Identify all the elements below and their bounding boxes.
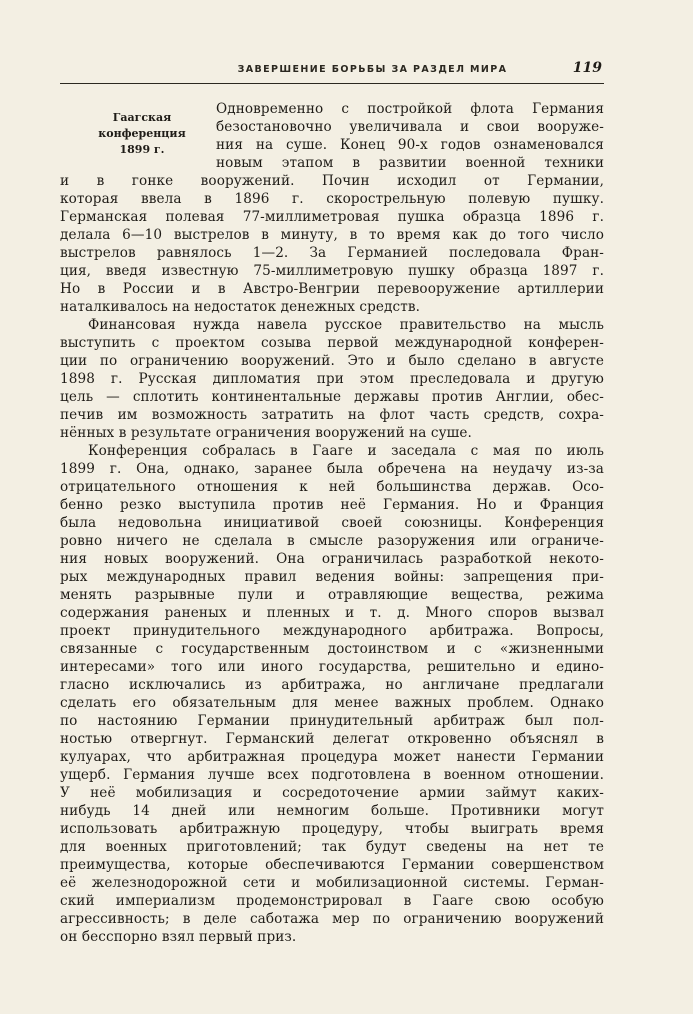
text-line: Финансовая нужда навела русское правительство на мысль xyxy=(88,317,604,333)
text-line: бенно резко выступила против неё Германия. Но и Франция xyxy=(60,497,604,513)
text-line: печив им возможность затратить на флот часть средств, сохра- xyxy=(60,407,604,423)
text-line: он бесспорно взял первый приз. xyxy=(60,929,297,945)
text-line: 1898 г. Русская дипломатия при этом преследовала и другую xyxy=(60,371,604,387)
header-rule xyxy=(60,83,604,84)
text-line: менять разрывные пули и отравляющие вещества, режима xyxy=(60,587,604,603)
text-line: цель — сплотить континентальные державы против Англии, обес- xyxy=(60,389,604,405)
margin-note-line: конференция xyxy=(98,127,186,140)
text-line: Одновременно с постройкой флота Германия xyxy=(216,101,604,117)
text-line: У неё мобилизация и сосредоточение армии займут каких- xyxy=(60,785,604,801)
text-line: связанные с государственным достоинством и с «жизненными xyxy=(60,641,604,657)
text-line: ции по ограничению вооружений. Это и было сделано в августе xyxy=(60,353,604,369)
text-line: которая ввела в 1896 г. скорострельную полевую пушку. xyxy=(60,191,604,207)
text-line: наталкивалось на недостаток денежных средств. xyxy=(60,299,421,315)
running-head: ЗАВЕРШЕНИЕ БОРЬБЫ ЗА РАЗДЕЛ МИРА xyxy=(237,64,508,75)
text-line: Германская полевая 77-миллиметровая пушка образца 1896 г. xyxy=(60,209,604,225)
text-line: безостановочно увеличивала и свои вооруже- xyxy=(216,119,604,135)
text-line: Но в России и в Австро-Венгрии перевооружение артиллерии xyxy=(60,281,604,297)
text-line: использовать арбитражную процедуру, чтобы выиграть время xyxy=(60,821,604,837)
text-line: ния новых вооружений. Она ограничилась разработкой некото- xyxy=(60,551,604,567)
page-number: 119 xyxy=(572,60,602,76)
text-line: проект принудительного международного арбитража. Вопросы, xyxy=(60,623,604,639)
text-line: нибудь 14 дней или немногим больше. Противники могут xyxy=(60,803,604,819)
text-line: выступить с проектом созыва первой международной конферен- xyxy=(60,335,604,351)
text-line: и в гонке вооружений. Почин исходил от Германии, xyxy=(60,173,604,189)
text-line: интересами» того или иного государства, решительно и едино- xyxy=(60,659,604,675)
text-line: выстрелов равнялось 1—2. За Германией последовала Фран- xyxy=(60,245,604,261)
margin-note-line: 1899 г. xyxy=(119,143,165,156)
text-line: отрицательного отношения к ней большинства держав. Осо- xyxy=(60,479,604,495)
text-line: была недовольна инициативой своей союзницы. Конференция xyxy=(60,515,604,531)
text-line: для военных приготовлений; так будут сведены на нет те xyxy=(60,839,604,855)
text-line: Конференция собралась в Гааге и заседала с мая по июль xyxy=(88,443,604,459)
text-line: ский империализм продемонстрировал в Гааге свою особую xyxy=(60,893,604,909)
text-line: кулуарах, что арбитражная процедура может нанести Германии xyxy=(60,749,604,765)
text-line: её железнодорожной сети и мобилизационной системы. Герман- xyxy=(60,875,604,891)
text-line: ровно ничего не сделала в смысле разоружения или ограниче- xyxy=(60,533,604,549)
text-line: ция, введя известную 75-миллиметровую пушку образца 1897 г. xyxy=(60,263,604,279)
text-line: новым этапом в развитии военной техники xyxy=(216,155,604,171)
body-text xyxy=(60,100,604,946)
text-line: ния на суше. Конец 90-х годов ознаменовался xyxy=(216,137,604,153)
margin-note-line: Гаагская xyxy=(112,111,172,124)
text-line: нённых в результате ограничения вооружений на суше. xyxy=(60,425,472,441)
text-line: рых международных правил ведения войны: запрещения при- xyxy=(60,569,604,585)
text-line: преимущества, которые обеспечиваются Германии совершенством xyxy=(60,857,604,873)
text-line: 1899 г. Она, однако, заранее была обречена на неудачу из-за xyxy=(60,461,604,477)
page-header xyxy=(60,60,602,82)
text-line: сделать его обязательным для менее важных проблем. Однако xyxy=(60,695,604,711)
text-line: по настоянию Германии принудительный арбитраж был пол- xyxy=(60,713,604,729)
text-line: ностью отвергнут. Германский делегат откровенно объяснял в xyxy=(60,731,604,747)
text-line: ущерб. Германия лучше всех подготовлена в военном отношении. xyxy=(60,767,604,783)
text-line: гласно исключались из арбитража, но англичане предлагали xyxy=(60,677,604,693)
text-line: содержания раненых и пленных и т. д. Много споров вызвал xyxy=(60,605,604,621)
text-line: агрессивность; в деле саботажа мер по ограничению вооружений xyxy=(60,911,604,927)
text-line: делала 6—10 выстрелов в минуту, в то время как до того число xyxy=(60,227,604,243)
